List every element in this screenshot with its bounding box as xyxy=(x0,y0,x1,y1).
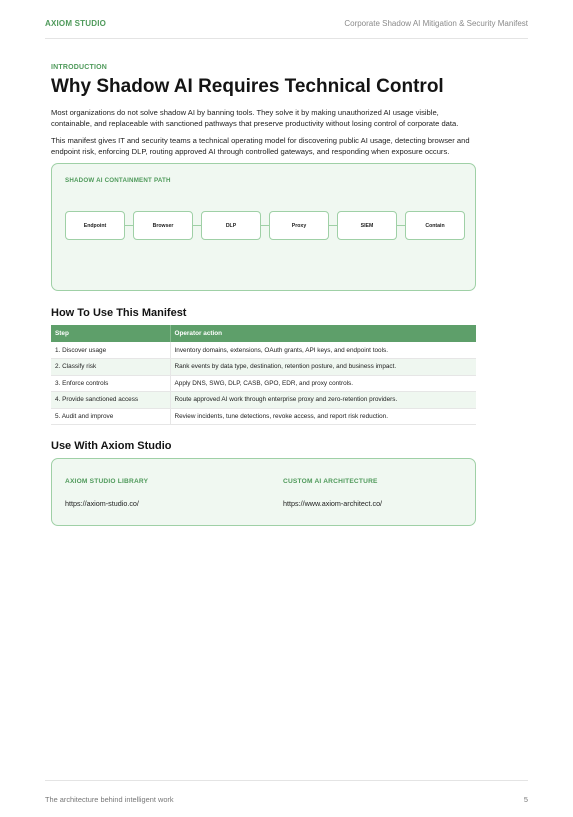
flow-connector xyxy=(261,225,269,226)
intro-paragraph-2: This manifest gives IT and security teams a technical operating model for discovering public AI usage, detecting browser and endpoint risk, enforcing DLP, routing approved AI through controlled gateways, and responding when exposure occurs. xyxy=(51,136,470,156)
action-cell: Inventory domains, extensions, OAuth grants, API keys, and endpoint tools. xyxy=(170,342,476,359)
step-cell: 4. Provide sanctioned access xyxy=(51,392,170,409)
action-cell: Route approved AI work through enterprise proxy and zero-retention providers. xyxy=(170,392,476,409)
action-cell: Review incidents, tune detections, revoke access, and report risk reduction. xyxy=(170,408,476,425)
page-number: 5 xyxy=(523,795,528,804)
containment-flow xyxy=(65,211,465,240)
studio-library-link[interactable]: https://axiom-studio.co/ xyxy=(65,499,139,508)
column-header-step: Step xyxy=(51,325,170,342)
flow-connector xyxy=(193,225,201,226)
custom-architecture-link[interactable]: https://www.axiom-architect.co/ xyxy=(283,499,383,508)
action-cell: Apply DNS, SWG, DLP, CASB, GPO, EDR, and proxy controls. xyxy=(170,375,476,392)
column-header-operator-action: Operator action xyxy=(170,325,476,342)
flow-node-browser: Browser xyxy=(133,211,193,240)
action-cell: Rank events by data type, destination, retention posture, and business impact. xyxy=(170,359,476,376)
page-header xyxy=(45,19,528,39)
flow-connector xyxy=(125,225,133,226)
section-kicker: INTRODUCTION xyxy=(51,64,108,71)
main-content xyxy=(51,64,476,526)
table-row xyxy=(51,342,476,359)
footer-tagline: The architecture behind intelligent work xyxy=(45,795,174,804)
document-title: Corporate Shadow AI Mitigation & Security Manifest xyxy=(344,19,528,28)
flow-node-dlp: DLP xyxy=(201,211,261,240)
flow-connector xyxy=(397,225,405,226)
flow-node-contain: Contain xyxy=(405,211,465,240)
containment-path-title: SHADOW AI CONTAINMENT PATH xyxy=(65,177,171,184)
step-cell: 2. Classify risk xyxy=(51,359,170,376)
intro-paragraph-1: Most organizations do not solve shadow AI by banning tools. They solve it by making unauthorized AI usage visible, containable, and replaceable with sanctioned pathways that preserve productivity without losing control of corporate data. xyxy=(51,108,459,128)
studio-heading: Use With Axiom Studio xyxy=(51,440,172,452)
manifest-steps-table xyxy=(51,325,476,425)
flow-node-siem: SIEM xyxy=(337,211,397,240)
step-cell: 3. Enforce controls xyxy=(51,375,170,392)
studio-links-panel xyxy=(51,458,476,526)
manifest-usage-heading: How To Use This Manifest xyxy=(51,307,187,319)
step-cell: 5. Audit and improve xyxy=(51,408,170,425)
custom-architecture-block xyxy=(283,478,382,508)
flow-node-endpoint: Endpoint xyxy=(65,211,125,240)
flow-node-proxy: Proxy xyxy=(269,211,329,240)
table-row xyxy=(51,359,476,376)
studio-library-block xyxy=(65,478,148,508)
table-row xyxy=(51,392,476,409)
custom-architecture-label: CUSTOM AI ARCHITECTURE xyxy=(283,478,378,485)
containment-path-panel xyxy=(51,163,476,291)
flow-connector xyxy=(329,225,337,226)
brand-name: AXIOM STUDIO xyxy=(45,19,107,28)
page-heading: Why Shadow AI Requires Technical Control xyxy=(51,76,444,97)
step-cell: 1. Discover usage xyxy=(51,342,170,359)
table-row xyxy=(51,375,476,392)
studio-library-label: AXIOM STUDIO LIBRARY xyxy=(65,478,149,485)
page-footer xyxy=(45,780,528,804)
table-header-row xyxy=(51,325,476,342)
table-row xyxy=(51,408,476,425)
